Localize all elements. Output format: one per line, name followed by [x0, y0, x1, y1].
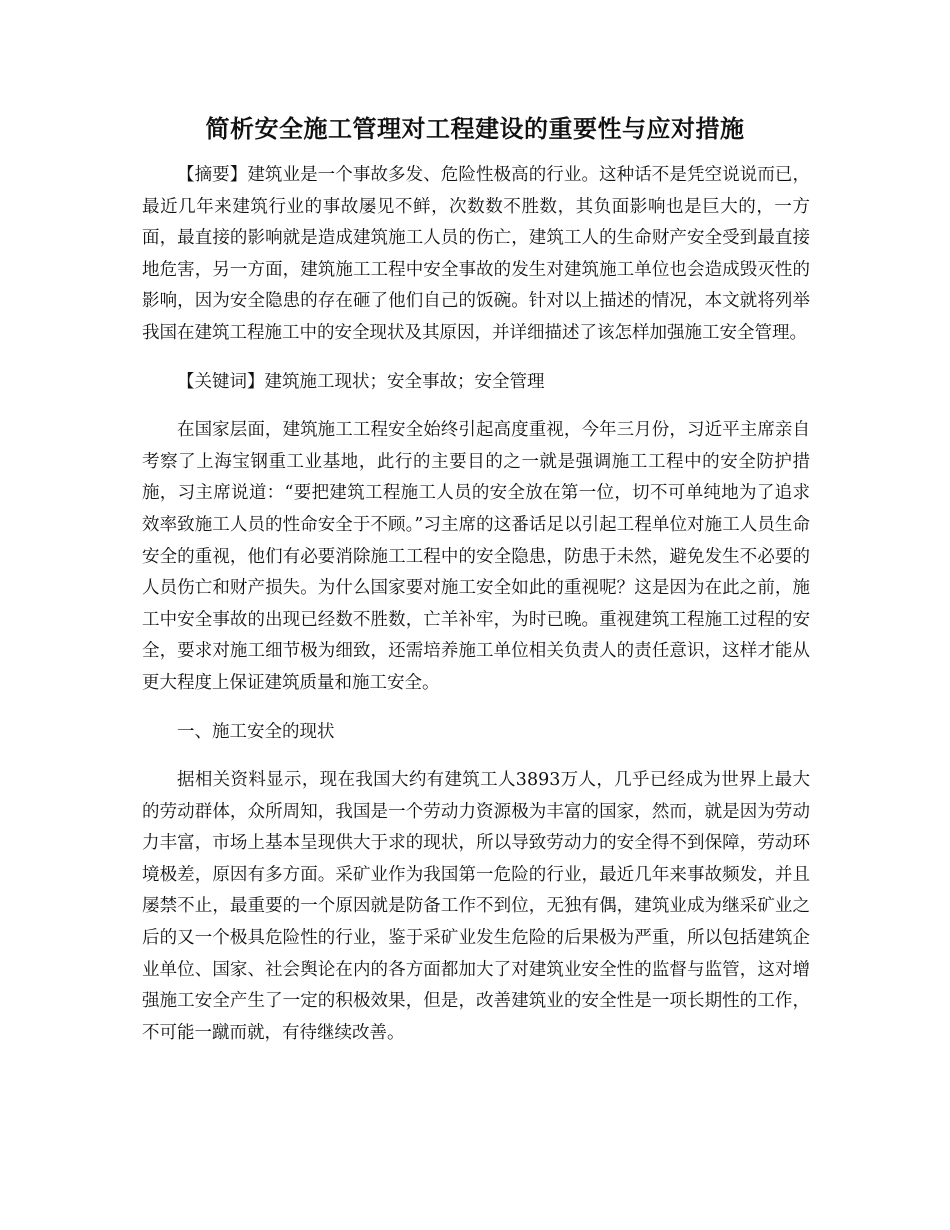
document-title: 简析安全施工管理对工程建设的重要性与应对措施 — [205, 114, 745, 143]
intro-paragraph: 在国家层面，建筑施工工程安全始终引起高度重视，今年三月份，习近平主席亲自考察了上海宝钢重工业基地，此行的主要目的之一就是强调施工工程中的安全防护措施，习主席说道：“要把建筑工程施工人员的安全放在第一位，切不可单纯地为了追求效率致施工人员的性命安全于不顾。”习主席的这番话足以引起工程单位对施工人员生命安全的重视，他们有必要消除施工工程中的安全隐患，防患于未然，避免发生不必要的人员伤亡和财产损失。为什么国家要对施工安全如此的重视呢？这是因为在此之前，施工中安全事故的出现已经数不胜数，亡羊补牢，为时已晚。重视建筑工程施工过程的安全，要求对施工细节极为细致，还需培养施工单位相关负责人的责任意识，这样才能从更大程度上保证建筑质量和施工安全。 — [142, 420, 810, 693]
section-heading: 一、施工安全的现状 — [177, 721, 335, 742]
document-body — [142, 160, 810, 1049]
keywords-paragraph: 【关键词】建筑施工现状；安全事故；安全管理 — [177, 371, 545, 392]
section-body-paragraph: 据相关资料显示，现在我国大约有建筑工人3893万人，几乎已经成为世界上最大的劳动群体，众所周知，我国是一个劳动力资源极为丰富的国家，然而，就是因为劳动力丰富，市场上基本呈现供大于求的现状，所以导致劳动力的安全得不到保障，劳动环境极差，原因有多方面。采矿业作为我国第一危险的行业，最近几年来事故频发，并且屡禁不止，最重要的一个原因就是防备工作不到位，无独有偶，建筑业成为继采矿业之后的又一个极具危险性的行业，鉴于采矿业发生危险的后果极为严重，所以包括建筑企业单位、国家、社会舆论在内的各方面都加大了对建筑业安全性的监督与监管，这对增强施工安全产生了一定的积极效果，但是，改善建筑业的安全性是一项长期性的工作，不可能一蹴而就，有待继续改善。 — [142, 770, 810, 1043]
abstract-paragraph: 【摘要】建筑业是一个事故多发、危险性极高的行业。这种话不是凭空说说而已，最近几年来建筑行业的事故屡见不鲜，次数数不胜数，其负面影响也是巨大的，一方面，最直接的影响就是造成建筑施工人员的伤亡，建筑工人的生命财产安全受到最直接地危害，另一方面，建筑施工工程中安全事故的发生对建筑施工单位也会造成毁灭性的影响，因为安全隐患的存在砸了他们自己的饭碗。针对以上描述的情况，本文就将列举我国在建筑工程施工中的安全现状及其原因，并详细描述了该怎样加强施工安全管理。 — [142, 165, 810, 343]
